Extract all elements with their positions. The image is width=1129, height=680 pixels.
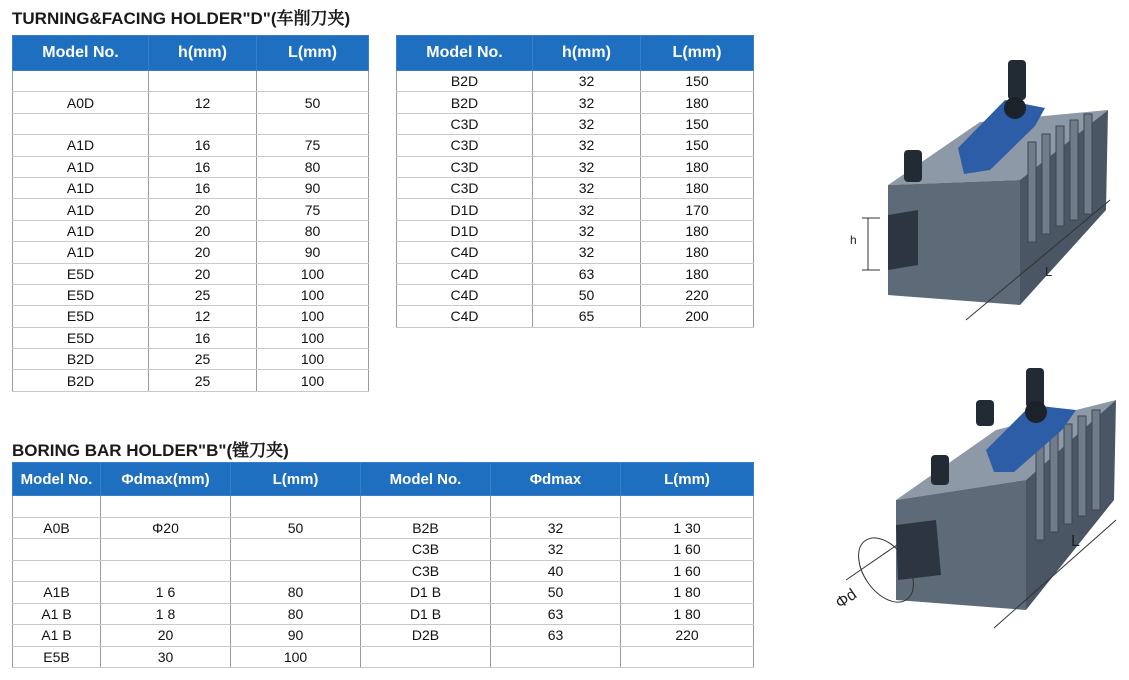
clamp-nut (1004, 97, 1026, 119)
table-cell: A0D (13, 92, 149, 113)
spacer-cell (149, 71, 257, 92)
table-cell: 80 (257, 156, 369, 177)
table-cell: 90 (257, 242, 369, 263)
table-cell: D1D (397, 220, 533, 241)
table-cell: E5D (13, 327, 149, 348)
table-cell: 1 30 (621, 517, 754, 539)
table-row (397, 306, 754, 327)
table-cell: 1 60 (621, 539, 754, 561)
table-cell: 50 (533, 284, 641, 305)
d-label: Φd (832, 585, 861, 613)
table-cell: E5D (13, 306, 149, 327)
table-cell: D1D (397, 199, 533, 220)
table-cell: 100 (257, 306, 369, 327)
bolt-left (931, 455, 949, 485)
table-cell: 12 (149, 306, 257, 327)
table-row (397, 284, 754, 305)
table-row (397, 156, 754, 177)
table-row (13, 625, 754, 647)
table-cell: C3D (397, 177, 533, 198)
table-row (13, 560, 754, 582)
table-cell: 16 (149, 135, 257, 156)
table-cell: 50 (491, 582, 621, 604)
bolt-right (1008, 60, 1026, 100)
table-row (397, 135, 754, 156)
table-cell: 32 (533, 71, 641, 92)
table-cell: B2D (397, 71, 533, 92)
table-cell: 200 (641, 306, 754, 327)
l-label: L (1071, 533, 1080, 550)
table-cell: 100 (257, 349, 369, 370)
table-cell: A0B (13, 517, 101, 539)
bolt-left (904, 150, 922, 182)
table-cell (13, 539, 101, 561)
table-cell: 25 (149, 284, 257, 305)
table-row (397, 242, 754, 263)
table-cell: 32 (491, 539, 621, 561)
table-cell: 32 (491, 517, 621, 539)
col-header-l-2: L(mm) (621, 463, 754, 496)
table-cell: 20 (149, 220, 257, 241)
l-label: L (1045, 264, 1053, 279)
table-header-row (13, 463, 754, 496)
table-cell: A1D (13, 177, 149, 198)
table-cell: 32 (533, 220, 641, 241)
table-cell: 100 (257, 370, 369, 391)
table-cell: 150 (641, 135, 754, 156)
spacer-cell (101, 496, 231, 518)
table-row (13, 263, 369, 284)
table-cell: 63 (491, 603, 621, 625)
col-header-model: Model No. (13, 463, 101, 496)
boring-holder-drawing (826, 360, 1126, 640)
spacer-row (13, 71, 369, 92)
table-header-row (13, 36, 369, 71)
table-cell: 1 60 (621, 560, 754, 582)
table-cell: A1D (13, 242, 149, 263)
table-cell: 50 (231, 517, 361, 539)
col-header-dmax-2: Φdmax (491, 463, 621, 496)
col-header-l: L(mm) (641, 36, 754, 71)
table-cell: 63 (491, 625, 621, 647)
spacer-row (13, 113, 369, 134)
table-cell: 170 (641, 199, 754, 220)
table-cell: 32 (533, 92, 641, 113)
table-cell: E5D (13, 284, 149, 305)
table-row (13, 156, 369, 177)
clamp-nut (1025, 401, 1047, 423)
h-label: h (850, 233, 857, 247)
table-cell: C3D (397, 156, 533, 177)
spacer-row (13, 496, 754, 518)
turning-holder-table-right (396, 35, 754, 328)
boring-holder-table (12, 462, 754, 668)
table-cell: 90 (257, 177, 369, 198)
table-cell: A1D (13, 135, 149, 156)
table-row (13, 242, 369, 263)
table-cell: C3D (397, 113, 533, 134)
spacer-cell (491, 496, 621, 518)
table-cell: 75 (257, 135, 369, 156)
spacer-cell (231, 496, 361, 518)
table-cell: 150 (641, 71, 754, 92)
col-header-dmax: Φdmax(mm) (101, 463, 231, 496)
table-row (13, 220, 369, 241)
table-cell: 32 (533, 199, 641, 220)
table-cell: 180 (641, 220, 754, 241)
table-cell: 25 (149, 370, 257, 391)
table-cell: A1D (13, 199, 149, 220)
table-row (397, 71, 754, 92)
table-cell: 65 (533, 306, 641, 327)
table-cell: A1D (13, 220, 149, 241)
table-cell: D2B (361, 625, 491, 647)
table-cell: 100 (257, 327, 369, 348)
table-cell: 220 (641, 284, 754, 305)
table-row (13, 92, 369, 113)
table-cell: 80 (231, 603, 361, 625)
table-row (13, 284, 369, 305)
table-cell: 1 80 (621, 582, 754, 604)
table-row (13, 199, 369, 220)
table-cell (491, 646, 621, 668)
table-cell: 80 (257, 220, 369, 241)
table-row (13, 349, 369, 370)
table-row (13, 603, 754, 625)
table-cell: Φ20 (101, 517, 231, 539)
table-cell: 30 (101, 646, 231, 668)
table-cell (231, 560, 361, 582)
table-cell: 20 (149, 242, 257, 263)
table-cell: 1 8 (101, 603, 231, 625)
col-header-model-2: Model No. (361, 463, 491, 496)
col-header-l: L(mm) (231, 463, 361, 496)
table-cell: 180 (641, 177, 754, 198)
table-cell: 100 (257, 263, 369, 284)
table-cell: 100 (257, 284, 369, 305)
table-cell: C3D (397, 135, 533, 156)
turning-holder-table-left (12, 35, 369, 392)
table-row (397, 113, 754, 134)
table-cell: C4D (397, 284, 533, 305)
table-cell: A1D (13, 156, 149, 177)
table-cell: 32 (533, 242, 641, 263)
turning-holder-drawing (830, 50, 1129, 340)
col-header-l: L(mm) (257, 36, 369, 71)
table-row (13, 306, 369, 327)
table-cell (621, 646, 754, 668)
table-cell (101, 560, 231, 582)
spacer-cell (13, 113, 149, 134)
table-cell: E5D (13, 263, 149, 284)
table-cell: 12 (149, 92, 257, 113)
table-cell: 32 (533, 113, 641, 134)
spacer-cell (361, 496, 491, 518)
table-cell: D1 B (361, 582, 491, 604)
table-row (13, 177, 369, 198)
spacer-cell (13, 71, 149, 92)
table-cell: E5B (13, 646, 101, 668)
table-row (397, 177, 754, 198)
col-header-model: Model No. (397, 36, 533, 71)
table-cell: C4D (397, 242, 533, 263)
table-cell: B2D (13, 349, 149, 370)
bolt-mid (976, 400, 994, 426)
table-row (13, 646, 754, 668)
table-cell: B2D (13, 370, 149, 391)
table-cell: 150 (641, 113, 754, 134)
spacer-cell (13, 496, 101, 518)
tool-slot (888, 210, 918, 270)
table-header-row (397, 36, 754, 71)
table-row (397, 263, 754, 284)
table-cell: B2D (397, 92, 533, 113)
table-cell (231, 539, 361, 561)
table-cell: 90 (231, 625, 361, 647)
spacer-cell (621, 496, 754, 518)
table-cell: A1 B (13, 603, 101, 625)
table-cell: 20 (149, 263, 257, 284)
spacer-cell (257, 71, 369, 92)
table-cell: 40 (491, 560, 621, 582)
table-cell: D1 B (361, 603, 491, 625)
table-cell: 180 (641, 92, 754, 113)
table-cell: 220 (621, 625, 754, 647)
table-cell: 100 (231, 646, 361, 668)
table-row (13, 582, 754, 604)
col-header-h: h(mm) (149, 36, 257, 71)
table-cell: 20 (149, 199, 257, 220)
turning-holder-title: TURNING&FACING HOLDER"D"(车削刀夹) (12, 9, 351, 28)
table-row (397, 199, 754, 220)
table-cell: 16 (149, 177, 257, 198)
table-cell: 1 80 (621, 603, 754, 625)
table-cell: 20 (101, 625, 231, 647)
table-row (397, 92, 754, 113)
table-row (13, 539, 754, 561)
table-cell: A1 B (13, 625, 101, 647)
table-cell: 25 (149, 349, 257, 370)
table-cell: A1B (13, 582, 101, 604)
table-cell: 80 (231, 582, 361, 604)
table-cell: 16 (149, 156, 257, 177)
table-cell: 63 (533, 263, 641, 284)
table-cell: 16 (149, 327, 257, 348)
col-header-h: h(mm) (533, 36, 641, 71)
table-cell (101, 539, 231, 561)
table-cell: C4D (397, 263, 533, 284)
table-row (13, 327, 369, 348)
table-row (13, 135, 369, 156)
table-row (397, 220, 754, 241)
table-cell: 32 (533, 156, 641, 177)
table-cell (13, 560, 101, 582)
table-cell: C3B (361, 539, 491, 561)
table-cell: 180 (641, 242, 754, 263)
col-header-model: Model No. (13, 36, 149, 71)
table-row (13, 517, 754, 539)
table-cell: 32 (533, 135, 641, 156)
table-cell: 180 (641, 156, 754, 177)
table-cell (361, 646, 491, 668)
table-cell: 32 (533, 177, 641, 198)
table-cell: B2B (361, 517, 491, 539)
table-cell: 180 (641, 263, 754, 284)
table-row (13, 370, 369, 391)
table-cell: C4D (397, 306, 533, 327)
table-cell: C3B (361, 560, 491, 582)
table-cell: 50 (257, 92, 369, 113)
boring-holder-title: BORING BAR HOLDER"B"(镗刀夹) (12, 441, 289, 460)
spacer-cell (257, 113, 369, 134)
table-cell: 75 (257, 199, 369, 220)
spacer-cell (149, 113, 257, 134)
bore-slot (896, 520, 941, 580)
table-cell: 1 6 (101, 582, 231, 604)
